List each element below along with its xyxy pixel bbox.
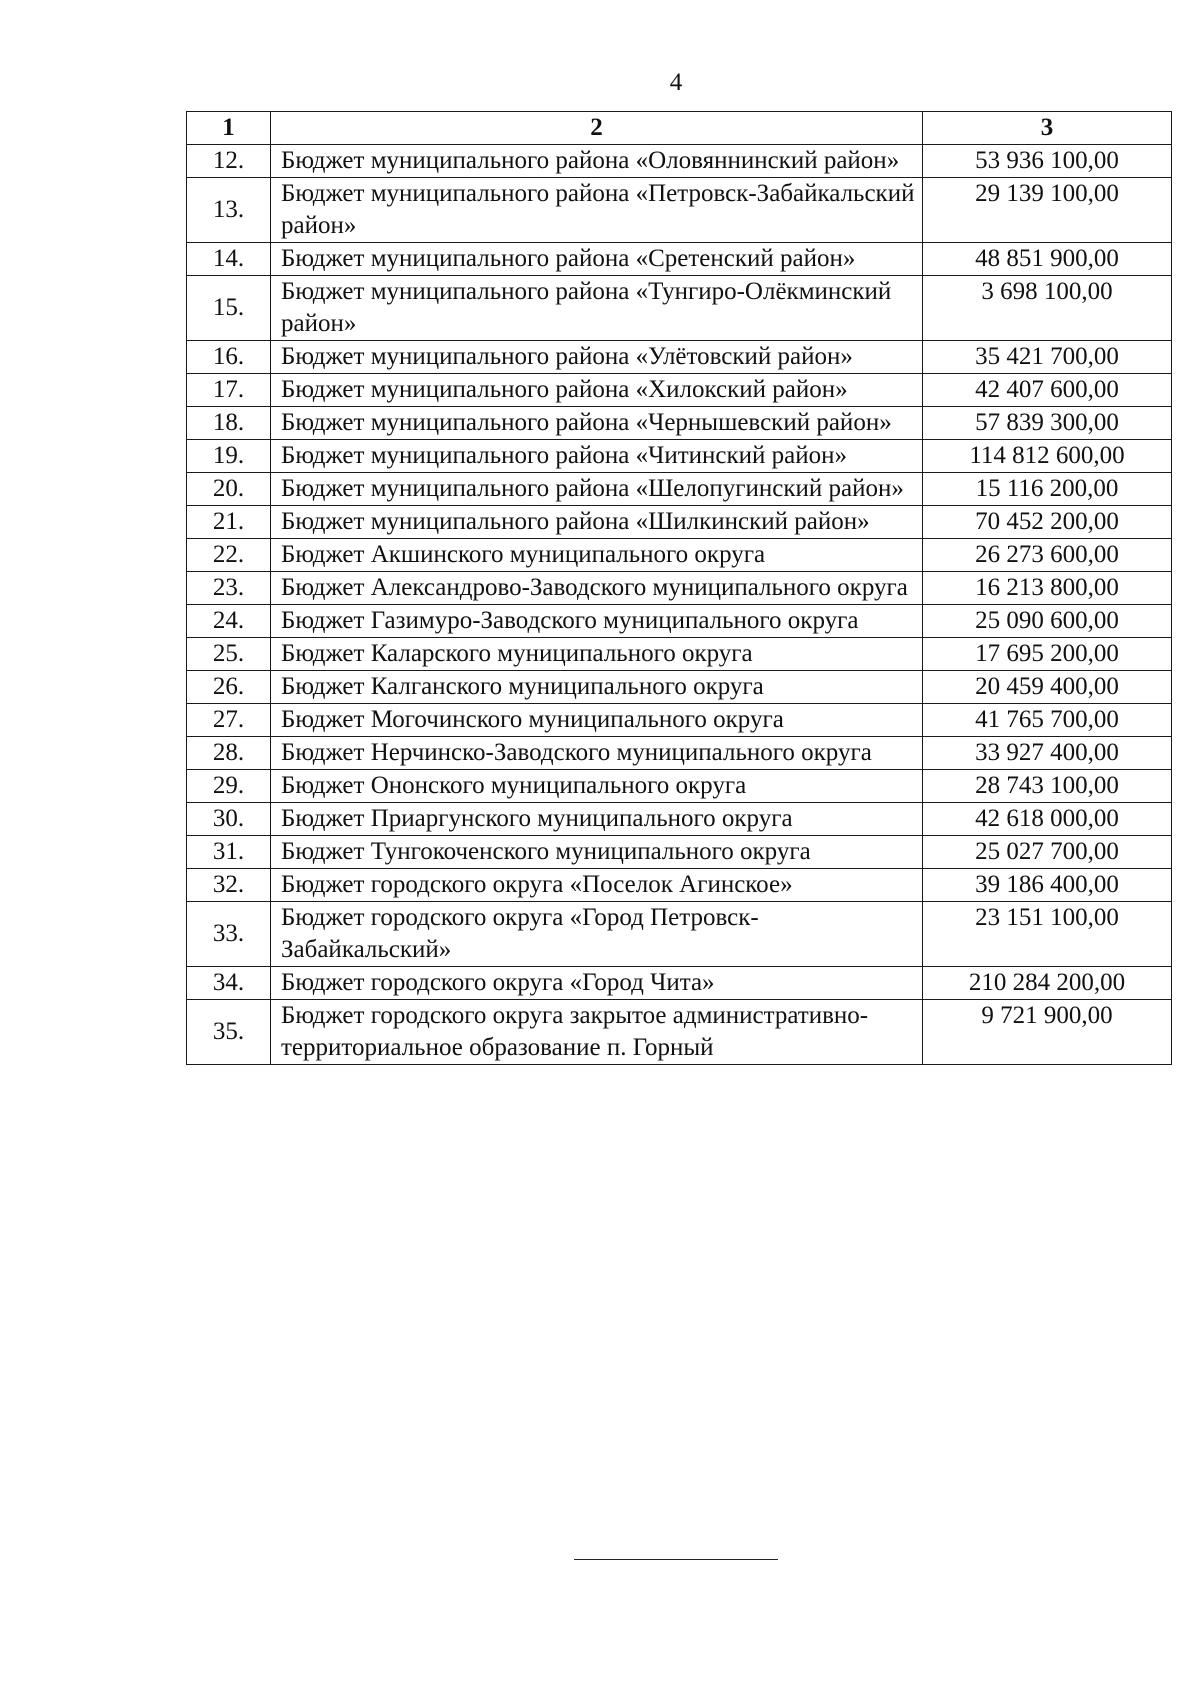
budget-amount: 9 721 900,00 [923,1000,1172,1065]
budget-recipient-name: Бюджет Нерчинско-Заводского муниципального округа [271,737,923,770]
budget-recipient-name: Бюджет Тунгокоченского муниципального округа [271,836,923,869]
budget-amount: 39 186 400,00 [923,869,1172,902]
row-number: 19. [187,440,271,473]
column-header-number: 1 [187,112,271,145]
table-body [187,145,1172,1065]
table-row [187,638,1172,671]
budget-recipient-name: Бюджет муниципального района «Петровск-Забайкальский район» [271,178,923,243]
budget-amount: 25 027 700,00 [923,836,1172,869]
budget-recipient-name: Бюджет Приаргунского муниципального округа [271,803,923,836]
row-number: 23. [187,572,271,605]
budget-amount: 57 839 300,00 [923,407,1172,440]
budget-recipient-name: Бюджет муниципального района «Читинский район» [271,440,923,473]
row-number: 33. [187,902,271,967]
budget-amount: 33 927 400,00 [923,737,1172,770]
row-number: 28. [187,737,271,770]
budget-amount: 41 765 700,00 [923,704,1172,737]
row-number: 24. [187,605,271,638]
budget-amount: 28 743 100,00 [923,770,1172,803]
budget-amount: 16 213 800,00 [923,572,1172,605]
row-number: 13. [187,178,271,243]
budget-recipient-name: Бюджет городского округа «Поселок Агинское» [271,869,923,902]
table-row [187,374,1172,407]
row-number: 34. [187,967,271,1000]
budget-recipient-name: Бюджет городского округа «Город Петровск-Забайкальский» [271,902,923,967]
table-row [187,1000,1172,1065]
budget-recipient-name: Бюджет муниципального района «Оловяннинский район» [271,145,923,178]
table-row [187,869,1172,902]
row-number: 30. [187,803,271,836]
budget-recipient-name: Бюджет Ононского муниципального округа [271,770,923,803]
column-header-amount: 3 [923,112,1172,145]
end-of-document-rule [574,1559,778,1560]
table-row [187,178,1172,243]
budget-recipient-name: Бюджет Акшинского муниципального округа [271,539,923,572]
budget-amount: 25 090 600,00 [923,605,1172,638]
budget-amount: 26 273 600,00 [923,539,1172,572]
column-header-recipient: 2 [271,112,923,145]
budget-recipient-name: Бюджет городского округа закрытое административно-территориальное образование п. Горный [271,1000,923,1065]
table-row [187,243,1172,276]
budget-amount: 42 618 000,00 [923,803,1172,836]
table-row [187,473,1172,506]
table-row [187,605,1172,638]
table-row [187,407,1172,440]
budget-recipient-name: Бюджет муниципального района «Тунгиро-Олёкминский район» [271,276,923,341]
row-number: 21. [187,506,271,539]
row-number: 18. [187,407,271,440]
row-number: 31. [187,836,271,869]
budget-amount: 20 459 400,00 [923,671,1172,704]
budget-recipient-name: Бюджет муниципального района «Улётовский район» [271,341,923,374]
table-row [187,737,1172,770]
budget-recipient-name: Бюджет муниципального района «Чернышевский район» [271,407,923,440]
row-number: 15. [187,276,271,341]
row-number: 35. [187,1000,271,1065]
budget-amount: 3 698 100,00 [923,276,1172,341]
table-row [187,440,1172,473]
budget-amount: 17 695 200,00 [923,638,1172,671]
table-row [187,145,1172,178]
budget-amount: 210 284 200,00 [923,967,1172,1000]
budget-recipient-name: Бюджет Александрово-Заводского муниципального округа [271,572,923,605]
budget-recipient-name: Бюджет Могочинского муниципального округа [271,704,923,737]
table-row [187,572,1172,605]
budget-amount: 35 421 700,00 [923,341,1172,374]
budget-amount: 42 407 600,00 [923,374,1172,407]
table-row [187,902,1172,967]
row-number: 32. [187,869,271,902]
row-number: 29. [187,770,271,803]
table-row [187,276,1172,341]
row-number: 12. [187,145,271,178]
budget-recipient-name: Бюджет муниципального района «Сретенский район» [271,243,923,276]
budget-recipient-name: Бюджет Газимуро-Заводского муниципального округа [271,605,923,638]
table-row [187,704,1172,737]
budget-recipient-name: Бюджет городского округа «Город Чита» [271,967,923,1000]
budget-amount: 53 936 100,00 [923,145,1172,178]
budget-table [186,111,1172,1065]
table-row [187,967,1172,1000]
row-number: 14. [187,243,271,276]
table-row [187,770,1172,803]
row-number: 16. [187,341,271,374]
budget-recipient-name: Бюджет муниципального района «Шелопугинский район» [271,473,923,506]
row-number: 25. [187,638,271,671]
table-row [187,803,1172,836]
table-row [187,341,1172,374]
budget-recipient-name: Бюджет Каларского муниципального округа [271,638,923,671]
table-header-row [187,112,1172,145]
row-number: 27. [187,704,271,737]
budget-amount: 29 139 100,00 [923,178,1172,243]
budget-amount: 70 452 200,00 [923,506,1172,539]
table-row [187,671,1172,704]
table-row [187,506,1172,539]
budget-recipient-name: Бюджет Калганского муниципального округа [271,671,923,704]
row-number: 26. [187,671,271,704]
row-number: 22. [187,539,271,572]
budget-recipient-name: Бюджет муниципального района «Шилкинский район» [271,506,923,539]
budget-amount: 48 851 900,00 [923,243,1172,276]
budget-amount: 114 812 600,00 [923,440,1172,473]
table-row [187,539,1172,572]
row-number: 17. [187,374,271,407]
table-row [187,836,1172,869]
row-number: 20. [187,473,271,506]
budget-amount: 23 151 100,00 [923,902,1172,967]
page-number: 4 [669,69,683,96]
budget-amount: 15 116 200,00 [923,473,1172,506]
budget-recipient-name: Бюджет муниципального района «Хилокский район» [271,374,923,407]
